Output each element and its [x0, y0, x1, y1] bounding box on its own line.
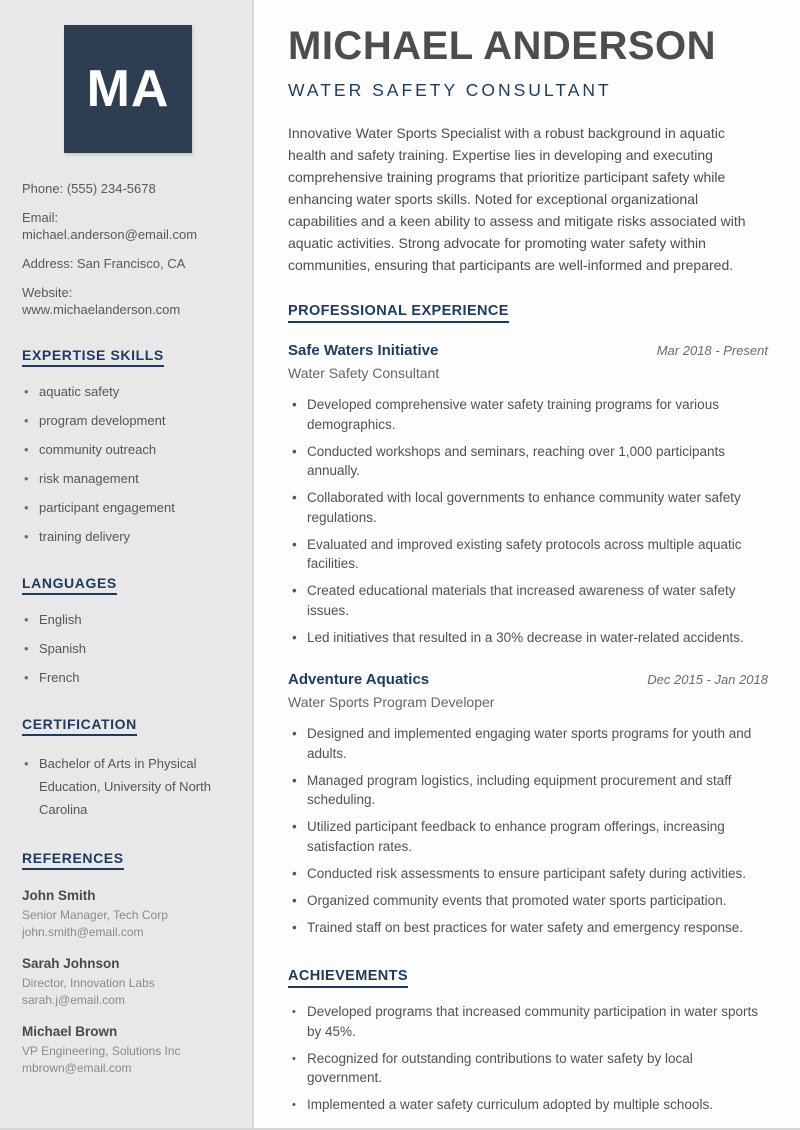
reference-role: Director, Innovation Labs: [22, 976, 155, 990]
skills-section: [22, 347, 234, 546]
job-bullet: • Designed and implemented engaging water sports programs for youth and adults.: [288, 724, 768, 763]
job-bullets: [288, 724, 768, 937]
job-role: Water Safety Consultant: [288, 365, 440, 381]
contact-email: Email: michael.anderson@email.com: [22, 210, 198, 242]
reference-entry: [22, 956, 234, 1009]
reference-email: john.smith@email.com: [22, 925, 144, 939]
certification-heading: CERTIFICATION: [22, 716, 137, 736]
job-bullet: • Managed program logistics, including equipment procurement and staff scheduling.: [288, 771, 768, 810]
job-bullet: • Trained staff on best practices for water safety and emergency response.: [288, 918, 768, 938]
avatar: [64, 25, 192, 153]
skill-item: • community outreach: [22, 441, 234, 459]
language-item: • Spanish: [22, 640, 234, 658]
reference-email: sarah.j@email.com: [22, 993, 125, 1007]
skill-item: • aquatic safety: [22, 383, 234, 401]
achievements-heading: ACHIEVEMENTS: [288, 968, 408, 988]
languages-heading: LANGUAGES: [22, 575, 117, 595]
job-bullet: • Organized community events that promoted water sports participation.: [288, 891, 768, 911]
skills-heading: EXPERTISE SKILLS: [22, 347, 164, 367]
job-bullet: • Created educational materials that increased awareness of water safety issues.: [288, 581, 768, 620]
job-bullet: • Utilized participant feedback to enhance program offerings, increasing satisfaction rates.: [288, 817, 768, 856]
person-title: WATER SAFETY CONSULTANT: [288, 80, 612, 100]
job-bullets: [288, 395, 768, 647]
achievement-item: • Recognized for outstanding contributions to water safety by local government.: [288, 1049, 768, 1088]
skill-item: • program development: [22, 412, 234, 430]
job-bullet: • Led initiatives that resulted in a 30% decrease in water-related accidents.: [288, 628, 768, 648]
job-dates: Dec 2015 - Jan 2018: [647, 672, 768, 687]
reference-name: Sarah Johnson: [22, 956, 120, 971]
profile-summary: Innovative Water Sports Specialist with a robust background in aquatic health and safety training. Expertise lies in developing and executing comprehensive training programs that prioritize participant safety while enhancing water sports skills. Noted for exceptional organizational capabilities and a keen ability to assess and mitigate risks associated with aquatic activities. Strong advocate for promoting water safety within communities, ensuring that participants are well-informed and prepared.: [288, 125, 746, 273]
skills-list: [22, 383, 234, 546]
certification-section: [22, 716, 234, 821]
skill-item: • training delivery: [22, 528, 234, 546]
job-dates: Mar 2018 - Present: [656, 343, 768, 358]
job-bullet: • Conducted risk assessments to ensure participant safety during activities.: [288, 864, 768, 884]
experience-heading: PROFESSIONAL EXPERIENCE: [288, 303, 509, 323]
contact-website: Website: www.michaelanderson.com: [22, 285, 181, 317]
references-heading: REFERENCES: [22, 850, 124, 870]
languages-list: [22, 611, 234, 687]
language-item: • English: [22, 611, 234, 629]
reference-email: mbrown@email.com: [22, 1061, 132, 1075]
languages-section: [22, 575, 234, 687]
contact-address: Address: San Francisco, CA: [22, 256, 186, 271]
experience-section: [288, 302, 768, 937]
references-section: [22, 850, 234, 1077]
achievements-list: [288, 1002, 768, 1115]
job-bullet: • Developed comprehensive water safety training programs for various demographics.: [288, 395, 768, 434]
certification-item: • Bachelor of Arts in Physical Education, University of North Carolina: [22, 752, 234, 821]
certification-list: [22, 752, 234, 821]
job-role: Water Sports Program Developer: [288, 694, 495, 710]
contact-info: [22, 180, 234, 318]
job-entry: [288, 342, 768, 647]
job-bullet: • Conducted workshops and seminars, reaching over 1,000 participants annually.: [288, 442, 768, 481]
reference-name: Michael Brown: [22, 1024, 118, 1039]
job-company: Adventure Aquatics: [288, 671, 430, 688]
job-company: Safe Waters Initiative: [288, 342, 439, 359]
achievements-section: [288, 967, 768, 1115]
language-item: • French: [22, 669, 234, 687]
job-header: [288, 671, 768, 688]
reference-entry: [22, 1024, 234, 1077]
person-name: MICHAEL ANDERSON: [288, 24, 717, 68]
achievement-item: • Implemented a water safety curriculum adopted by multiple schools.: [288, 1095, 768, 1115]
job-bullet: • Collaborated with local governments to enhance community water safety regulations.: [288, 488, 768, 527]
skill-item: • participant engagement: [22, 499, 234, 517]
skill-item: • risk management: [22, 470, 234, 488]
job-header: [288, 342, 768, 359]
avatar-initials: MA: [86, 60, 170, 118]
reference-role: VP Engineering, Solutions Inc: [22, 1044, 181, 1058]
sidebar: [0, 0, 254, 1128]
reference-name: John Smith: [22, 888, 96, 903]
contact-phone: Phone: (555) 234-5678: [22, 181, 156, 196]
reference-entry: [22, 888, 234, 941]
main-content: [254, 0, 800, 1128]
reference-role: Senior Manager, Tech Corp: [22, 908, 168, 922]
job-entry: [288, 671, 768, 937]
job-bullet: • Evaluated and improved existing safety protocols across multiple aquatic facilities.: [288, 535, 768, 574]
achievement-item: • Developed programs that increased community participation in water sports by 45%.: [288, 1002, 768, 1041]
